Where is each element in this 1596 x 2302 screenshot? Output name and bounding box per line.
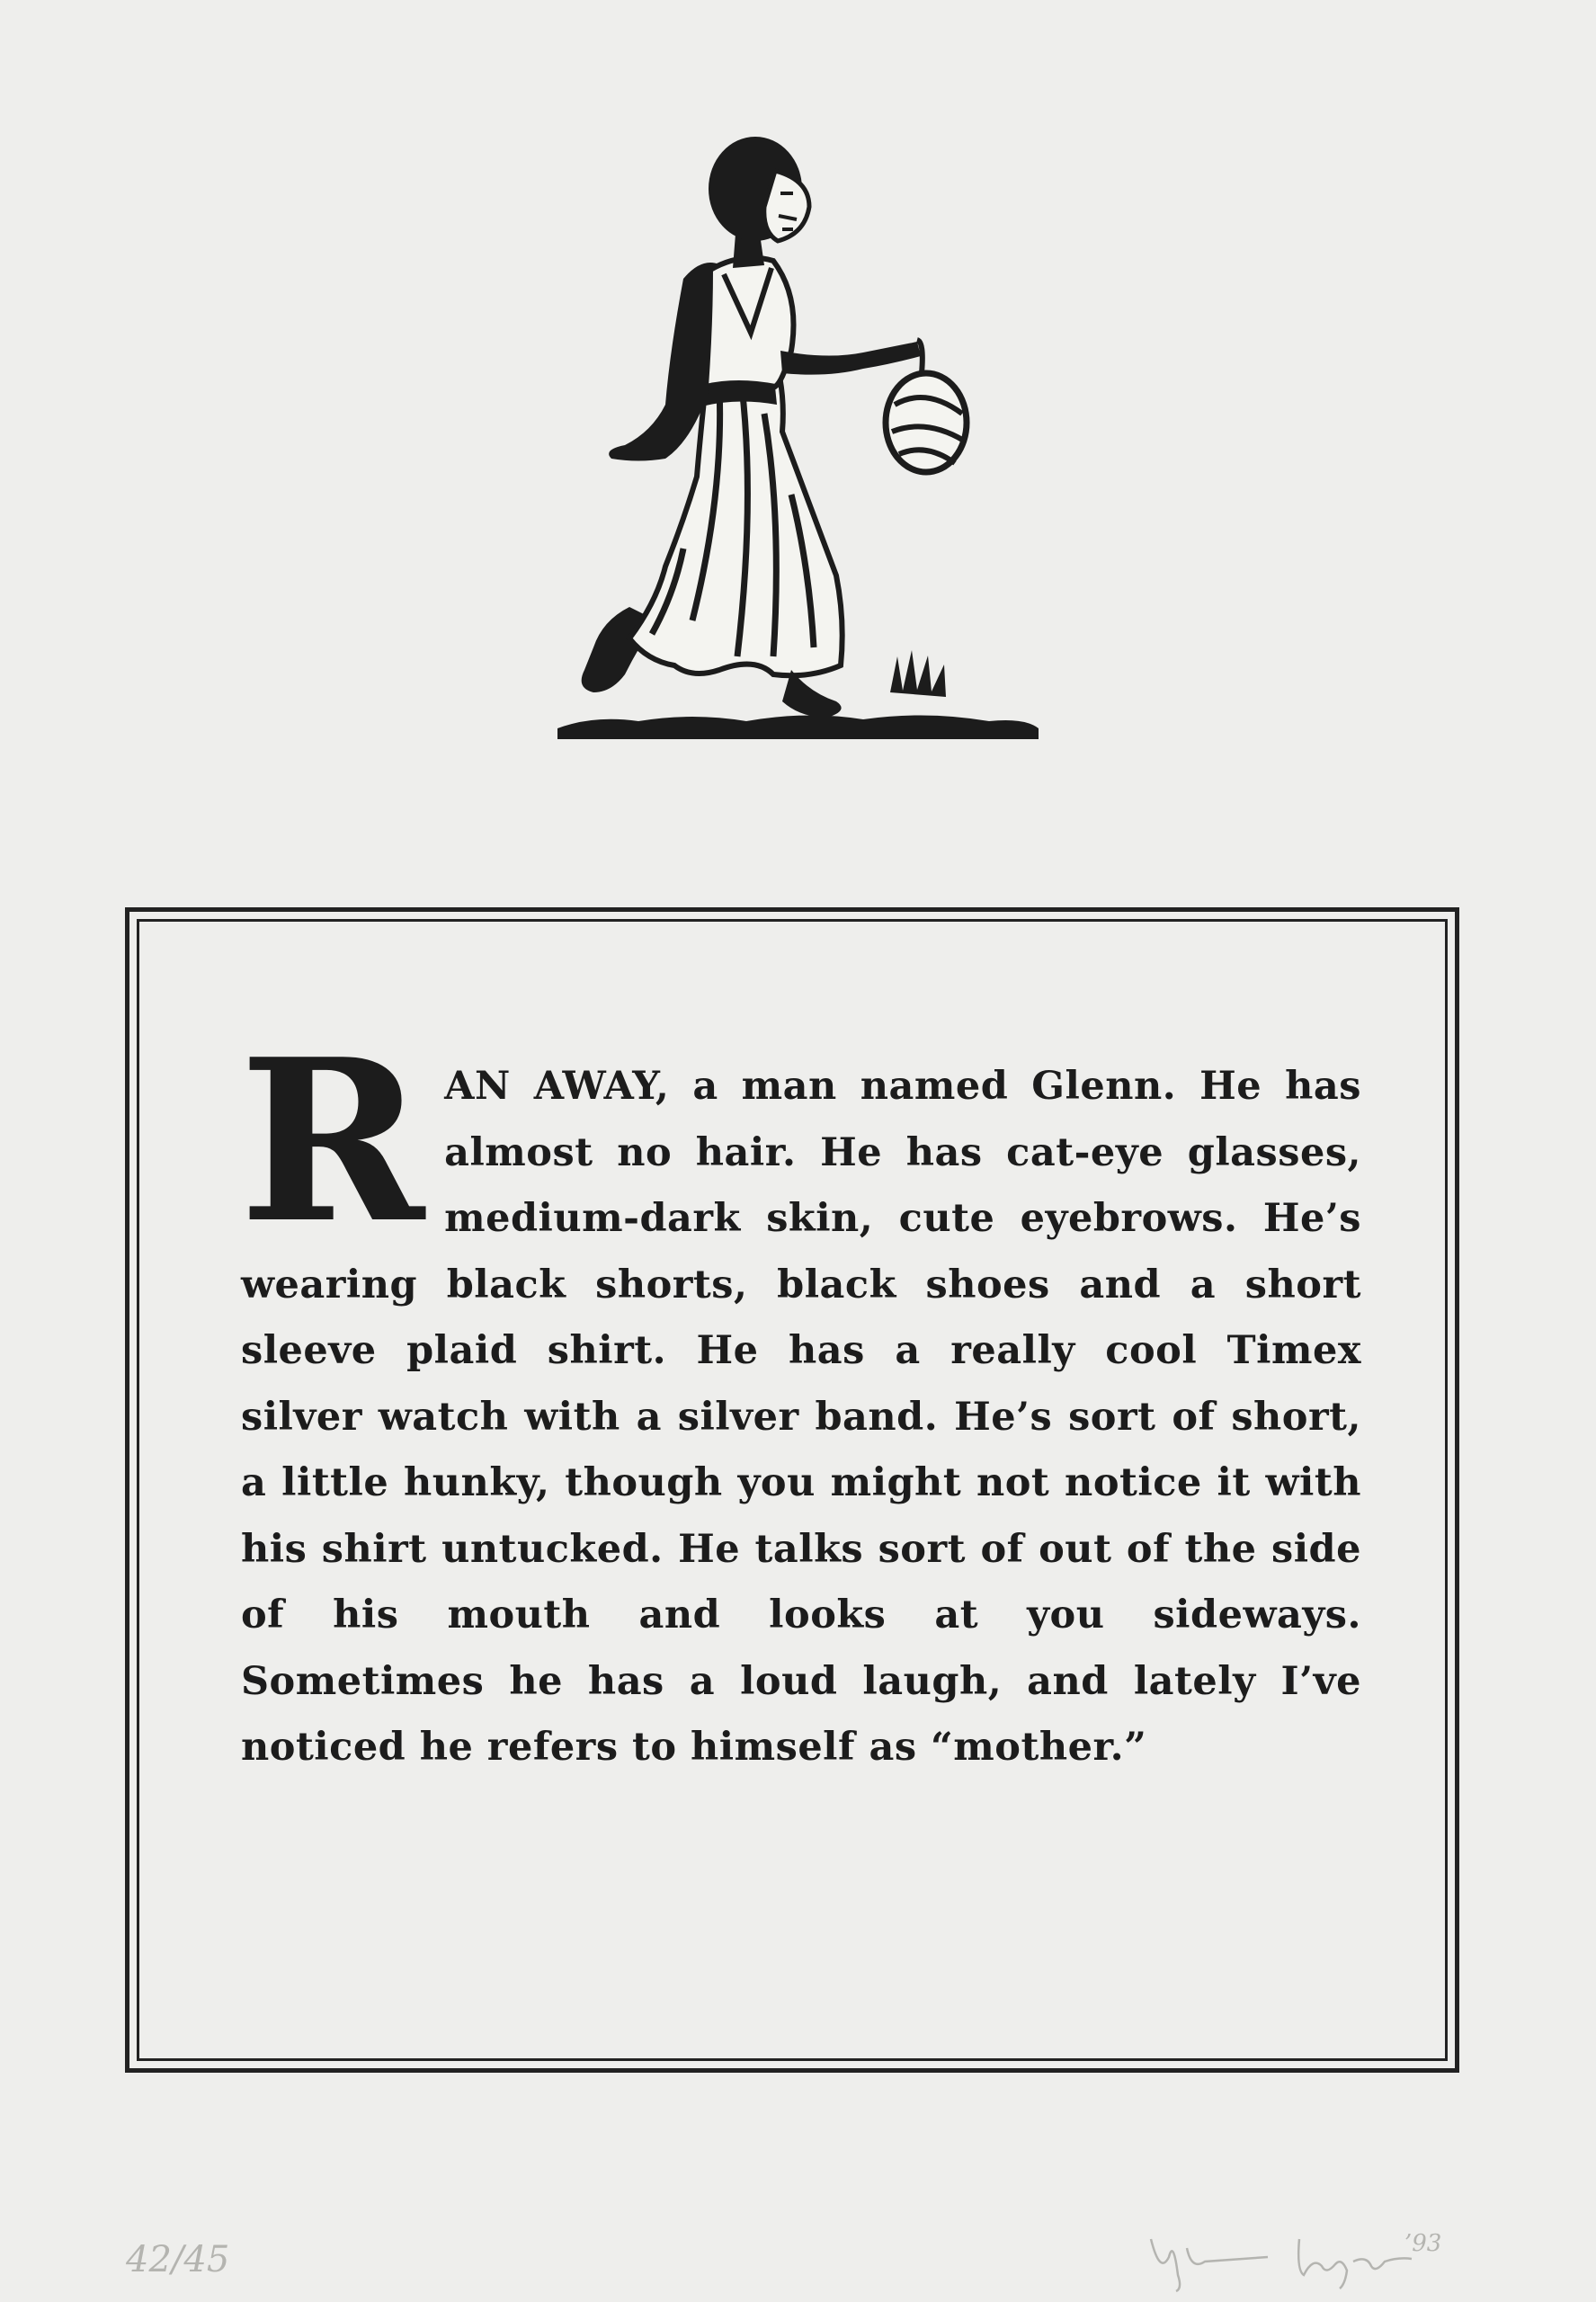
edition-number: 42/45 <box>126 2239 230 2280</box>
runaway-notice-text <box>239 1011 1361 1781</box>
drop-cap: R <box>239 1011 425 1272</box>
notice-line: has almost no hair. He has cat-eye <box>444 1064 1361 1175</box>
notice-line: glasses, medium-dark skin, cute eyebrows. <box>444 1129 1361 1241</box>
notice-line: as “mother.” <box>869 1725 1147 1770</box>
notice-line: a short sleeve plaid shirt. He has a really <box>241 1262 1361 1373</box>
notice-line: Sometimes he has a loud laugh, and <box>241 1658 1109 1704</box>
notice-line: you might not notice it with his shirt <box>241 1460 1361 1572</box>
signature-year: ’93 <box>1404 2230 1442 2257</box>
notice-line: He’s sort of short, a little hunky, though <box>241 1394 1361 1505</box>
runaway-woman-woodcut-icon <box>539 117 1061 746</box>
notice-line: his mouth and looks at you sideways. <box>333 1593 1361 1637</box>
notice-line: untucked. He talks sort of out of the side of <box>241 1526 1361 1637</box>
notice-line: AN AWAY, a man named Glenn. He <box>444 1064 1262 1109</box>
notice-line: lately I’ve noticed he refers to himself <box>241 1658 1361 1770</box>
notice-line: cool Timex silver watch with a silver band. <box>241 1328 1361 1440</box>
notice-line: He’s wearing black shorts, black shoes and <box>241 1196 1361 1307</box>
